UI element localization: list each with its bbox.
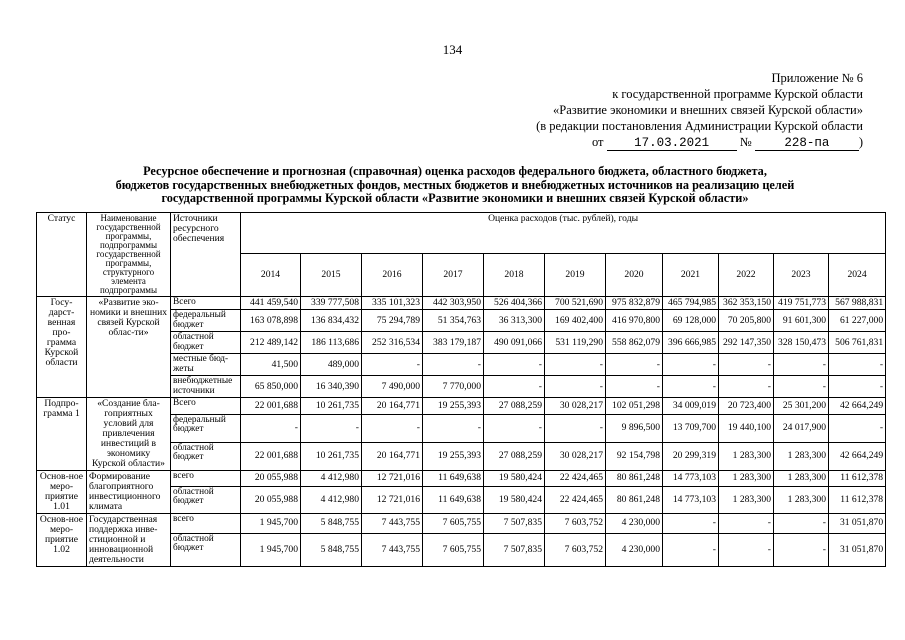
value-cell: - [423,414,484,442]
value-cell: - [606,354,663,376]
document-title [60,165,850,206]
program-name-cell: «Развитие эко-номики и внешних связей Курской облас-ти» [87,297,171,398]
table-row [37,514,886,534]
sources-header: Источники ресурсного обеспечения [171,213,241,297]
table-row [37,398,886,415]
year-header: 2021 [663,254,719,297]
value-cell: - [719,514,774,534]
source-cell: Всего [171,398,241,415]
value-cell: 34 009,019 [663,398,719,415]
value-cell: 490 091,066 [484,332,545,354]
decree-date: 17.03.2021 [607,136,737,151]
value-cell: 27 088,259 [484,442,545,470]
source-cell: всего [171,514,241,534]
value-cell: 20 299,319 [663,442,719,470]
value-cell: 22 424,465 [545,471,606,487]
appendix-line-1: Приложение № 6 [771,71,863,85]
value-cell: 11 649,638 [423,471,484,487]
value-cell: 567 988,831 [829,297,886,310]
value-cell: 7 507,835 [484,533,545,566]
source-cell: Всего [171,297,241,310]
value-cell: 4 230,000 [606,514,663,534]
value-cell: 5 848,755 [301,514,362,534]
value-cell: 30 028,217 [545,442,606,470]
value-cell: 489,000 [301,354,362,376]
source-cell: всего [171,471,241,487]
value-cell: 20 164,771 [362,442,423,470]
title-line-2: бюджетов государственных внебюджетных фондов, местных бюджетов и внебюджетных источников на реализацию целей [115,177,795,192]
value-cell: 558 862,079 [606,332,663,354]
value-cell: 7 603,752 [545,514,606,534]
value-cell: 22 001,688 [241,398,301,415]
budget-body [37,297,886,567]
value-cell: 19 580,424 [484,471,545,487]
title-line-3: государственной программы Курской области «Развитие экономики и внешних связей Курской области» [161,191,749,205]
value-cell: 396 666,985 [663,332,719,354]
status-cell: Госу-дарст-венная про-грамма Курской области [37,297,87,398]
year-header: 2014 [241,254,301,297]
value-cell: 416 970,800 [606,310,663,332]
status-header: Статус [37,213,87,297]
value-cell: 252 316,534 [362,332,423,354]
value-cell: 27 088,259 [484,398,545,415]
year-header: 2018 [484,254,545,297]
value-cell: 136 834,432 [301,310,362,332]
value-cell: - [719,376,774,398]
value-cell: 12 721,016 [362,486,423,513]
value-cell: 12 721,016 [362,471,423,487]
value-cell: 75 294,789 [362,310,423,332]
value-cell: - [606,376,663,398]
value-cell: 4 412,980 [301,486,362,513]
status-cell: Основ-ное меро-приятие 1.02 [37,514,87,567]
value-cell: - [663,376,719,398]
value-cell: 65 850,000 [241,376,301,398]
value-cell: 339 777,508 [301,297,362,310]
number-prefix: № [739,135,752,149]
value-cell: 92 154,798 [606,442,663,470]
value-cell: - [545,376,606,398]
value-cell: - [774,514,829,534]
value-cell: 1 945,700 [241,514,301,534]
value-cell: 975 832,879 [606,297,663,310]
year-header: 2015 [301,254,362,297]
value-cell: 9 896,500 [606,414,663,442]
value-cell: 61 227,000 [829,310,886,332]
value-cell: - [484,376,545,398]
appendix-line-2: к государственной программе Курской области [612,87,863,101]
status-cell: Основ-ное меро-приятие 1.01 [37,471,87,514]
source-cell: областной бюджет [171,533,241,566]
value-cell: - [774,533,829,566]
value-cell: 526 404,366 [484,297,545,310]
value-cell: 14 773,103 [663,471,719,487]
value-cell: 20 723,400 [719,398,774,415]
year-header: 2022 [719,254,774,297]
value-cell: 5 848,755 [301,533,362,566]
table-row [37,471,886,487]
value-cell: 51 354,763 [423,310,484,332]
value-cell: 41,500 [241,354,301,376]
value-cell: 31 051,870 [829,533,886,566]
value-cell: 19 440,100 [719,414,774,442]
source-cell: областной бюджет [171,486,241,513]
value-cell: - [362,354,423,376]
value-cell: 11 612,378 [829,471,886,487]
value-cell: 441 459,540 [241,297,301,310]
value-cell: 42 664,249 [829,442,886,470]
year-header: 2017 [423,254,484,297]
value-cell: 1 283,300 [719,471,774,487]
value-cell: 1 283,300 [719,442,774,470]
page-number: 134 [442,42,463,57]
value-cell: 4 230,000 [606,533,663,566]
value-cell: 7 603,752 [545,533,606,566]
value-cell: 186 113,686 [301,332,362,354]
value-cell: 80 861,248 [606,486,663,513]
value-cell: 19 255,393 [423,442,484,470]
appendix-line-3: «Развитие экономики и внешних связей Курской области» [553,103,863,117]
value-cell: 7 443,755 [362,514,423,534]
budget-table [36,212,886,567]
program-name-cell: Формирование благоприятного инвестиционного климата [87,471,171,514]
value-cell: 335 101,323 [362,297,423,310]
value-cell: 36 313,300 [484,310,545,332]
value-cell: - [423,354,484,376]
value-cell: 383 179,187 [423,332,484,354]
year-header: 2023 [774,254,829,297]
value-cell: 14 773,103 [663,486,719,513]
title-line-1: Ресурсное обеспечение и прогнозная (справочная) оценка расходов федерального бюджета, областного бюджета, [143,164,767,178]
value-cell: 169 402,400 [545,310,606,332]
value-cell: - [663,354,719,376]
source-cell: федеральный бюджет [171,310,241,332]
value-cell: 70 205,800 [719,310,774,332]
value-cell: 1 945,700 [241,533,301,566]
value-cell: 11 649,638 [423,486,484,513]
value-cell: 30 028,217 [545,398,606,415]
value-cell: 362 353,150 [719,297,774,310]
value-cell: 19 580,424 [484,486,545,513]
value-cell: - [301,414,362,442]
source-cell: местные бюд-жеты [171,354,241,376]
value-cell: 13 709,700 [663,414,719,442]
close-paren: ) [858,135,863,149]
value-cell: 24 017,900 [774,414,829,442]
value-cell: 102 051,298 [606,398,663,415]
value-cell: 465 794,985 [663,297,719,310]
appendix-date-line [443,134,863,151]
value-cell: 1 283,300 [774,471,829,487]
year-header: 2024 [829,254,886,297]
appendix-line-4: (в редакции постановления Администрации Курской области [536,119,863,133]
value-cell: 20 055,988 [241,486,301,513]
value-cell: 42 664,249 [829,398,886,415]
value-cell: 7 490,000 [362,376,423,398]
table-row [37,297,886,310]
value-cell: 7 605,755 [423,533,484,566]
value-cell: - [829,414,886,442]
value-cell: 531 119,290 [545,332,606,354]
value-cell: - [484,354,545,376]
value-cell: 22 001,688 [241,442,301,470]
value-cell: - [719,354,774,376]
value-cell: 442 303,950 [423,297,484,310]
value-cell: 506 761,831 [829,332,886,354]
value-cell: 80 861,248 [606,471,663,487]
value-cell: - [545,414,606,442]
value-cell: 419 751,773 [774,297,829,310]
value-cell: 16 340,390 [301,376,362,398]
value-cell: 7 770,000 [423,376,484,398]
value-cell: 10 261,735 [301,398,362,415]
source-cell: областной бюджет [171,332,241,354]
value-cell: - [663,533,719,566]
value-cell: - [774,354,829,376]
value-cell: 7 443,755 [362,533,423,566]
value-cell: 292 147,350 [719,332,774,354]
value-cell: 700 521,690 [545,297,606,310]
status-cell: Подпро-грамма 1 [37,398,87,471]
appendix-header [443,70,863,151]
value-cell: 10 261,735 [301,442,362,470]
value-cell: - [719,533,774,566]
value-cell: 22 424,465 [545,486,606,513]
value-cell: 4 412,980 [301,471,362,487]
header-row-1 [37,213,886,254]
year-header: 2020 [606,254,663,297]
value-cell: 328 150,473 [774,332,829,354]
estimate-header: Оценка расходов (тыс. рублей), годы [241,213,886,254]
value-cell: 19 255,393 [423,398,484,415]
source-cell: областной бюджет [171,442,241,470]
value-cell: - [484,414,545,442]
source-cell: внебюджетные источники [171,376,241,398]
value-cell: - [774,376,829,398]
value-cell: - [829,354,886,376]
decree-number: 228-па [755,136,859,151]
value-cell: 7 605,755 [423,514,484,534]
value-cell: - [663,514,719,534]
value-cell: 1 283,300 [774,442,829,470]
value-cell: 163 078,898 [241,310,301,332]
program-name-cell: «Создание бла-гоприятных условий для привлечения инвестиций в экономику Курской области» [87,398,171,471]
value-cell: 11 612,378 [829,486,886,513]
value-cell: - [241,414,301,442]
value-cell: 7 507,835 [484,514,545,534]
year-header: 2016 [362,254,423,297]
value-cell: 25 301,200 [774,398,829,415]
value-cell: 69 128,000 [663,310,719,332]
value-cell: 20 055,988 [241,471,301,487]
value-cell: 31 051,870 [829,514,886,534]
value-cell: 1 283,300 [719,486,774,513]
date-prefix: от [591,135,604,149]
value-cell: - [829,376,886,398]
source-cell: федеральный бюджет [171,414,241,442]
program-name-cell: Государственная поддержка инве-стиционной и инновационной деятельности [87,514,171,567]
value-cell: 20 164,771 [362,398,423,415]
value-cell: 91 601,300 [774,310,829,332]
year-header: 2019 [545,254,606,297]
value-cell: 212 489,142 [241,332,301,354]
value-cell: - [545,354,606,376]
name-header: Наименование государственной программы, подпрограммы государственной программы, структурного элемента подпрограммы [87,213,171,297]
value-cell: 1 283,300 [774,486,829,513]
value-cell: - [362,414,423,442]
